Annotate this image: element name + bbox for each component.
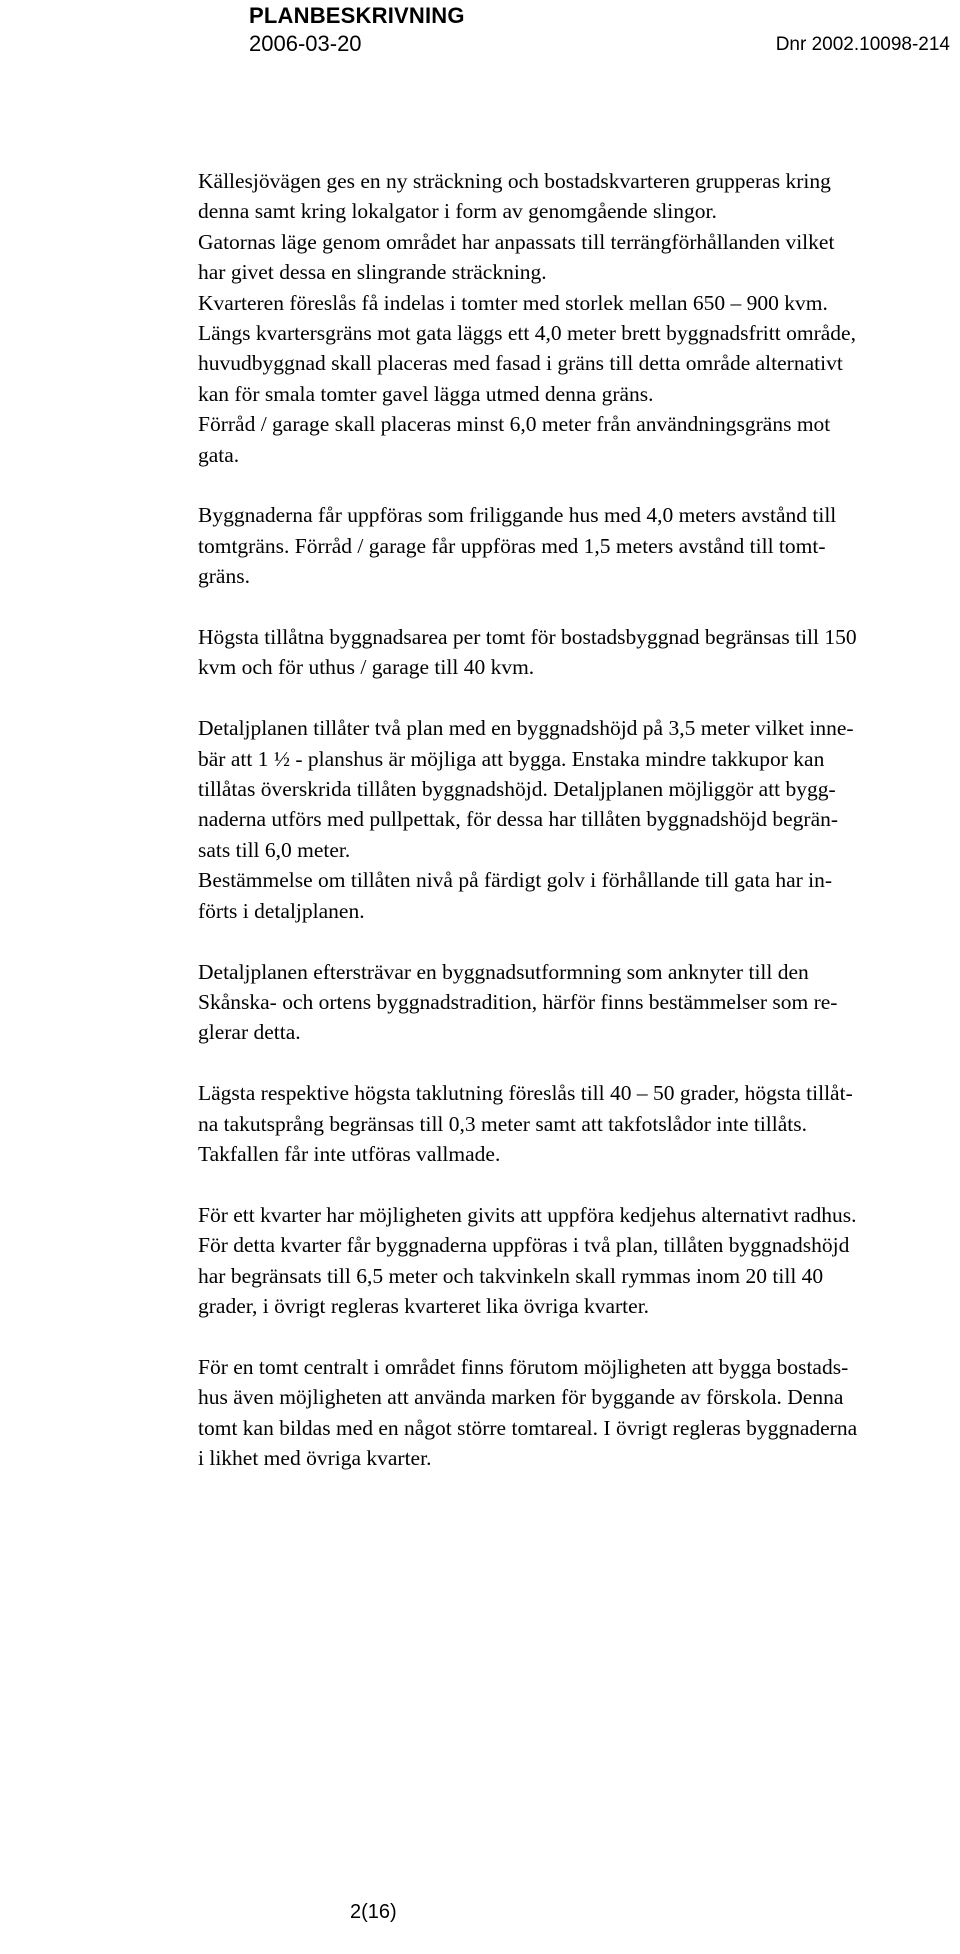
document-title: PLANBESKRIVNING [249, 3, 465, 28]
text-line: För detta kvarter får byggnaderna uppföras i två plan, tillåten byggnadshöjd [198, 1233, 850, 1258]
text-line: kan för smala tomter gavel lägga utmed denna gräns. [198, 381, 654, 406]
text-line: tillåtas överskrida tillåten byggnadshöjd. Detaljplanen möjliggör att bygg- [198, 777, 836, 802]
text-line: Källesjövägen ges en ny sträckning och bostadskvarteren grupperas kring [198, 169, 831, 193]
document-reference-number: Dnr 2002.10098-214 [775, 34, 950, 55]
paragraph-detached-houses [198, 500, 837, 591]
text-line: tomtgräns. Förråd / garage får uppföras med 1,5 meters avstånd till tomt- [198, 533, 826, 558]
text-line: grader, i övrigt regleras kvarteret lika övriga kvarter. [198, 1293, 650, 1318]
text-line: tomt kan bildas med en något större tomtareal. I övrigt regleras byggnaderna [198, 1415, 858, 1440]
paragraph-preschool-plot [198, 1352, 858, 1474]
text-line: Skånska- och ortens byggnadstradition, härför finns bestämmelser som re- [198, 989, 838, 1014]
paragraph-building-area [198, 622, 857, 683]
paragraph-roof-pitch [198, 1078, 853, 1169]
text-line: huvudbyggnad skall placeras med fasad i gräns till detta område alternativt [198, 351, 843, 376]
text-line: Längs kvartersgräns mot gata läggs ett 4,0 meter brett byggnadsfritt område, [198, 321, 856, 346]
text-line: bär att 1 ½ - planshus är möjliga att bygga. Enstaka mindre takkupor kan [198, 746, 825, 771]
document-body [198, 166, 858, 1473]
text-line: förts i detaljplanen. [198, 898, 365, 923]
text-line: Takfallen får inte utföras vallmade. [198, 1141, 501, 1166]
text-line: Detaljplanen tillåter två plan med en byggnadshöjd på 3,5 meter vilket inne- [198, 716, 854, 741]
paragraph-terraced-houses [198, 1200, 857, 1322]
text-line: hus även möjligheten att använda marken för byggande av förskola. Denna [198, 1385, 844, 1410]
text-line: har givet dessa en slingrande sträckning. [198, 260, 547, 285]
text-line: Lägsta respektive högsta taklutning föreslås till 40 – 50 grader, högsta tillåt- [198, 1081, 853, 1106]
paragraph-building-tradition [198, 957, 838, 1048]
text-line: denna samt kring lokalgator i form av genomgående slingor. [198, 199, 717, 224]
text-line: Byggnaderna får uppföras som friliggande hus med 4,0 meters avstånd till [198, 503, 837, 528]
text-line: glerar detta. [198, 1020, 301, 1045]
paragraph-streets-and-plots [198, 166, 856, 470]
text-line: gräns. [198, 564, 250, 589]
text-line: i likhet med övriga kvarter. [198, 1445, 432, 1470]
text-line: naderna utförs med pullpettak, för dessa har tillåten byggnadshöjd begrän- [198, 807, 839, 832]
text-line: Detaljplanen eftersträvar en byggnadsutformning som anknyter till den [198, 959, 809, 984]
text-line: har begränsats till 6,5 meter och takvinkeln skall rymmas inom 20 till 40 [198, 1263, 824, 1288]
page-number: 2(16) [350, 1901, 397, 1923]
text-line: Bestämmelse om tillåten nivå på färdigt golv i förhållande till gata har in- [198, 868, 833, 893]
text-line: kvm och för uthus / garage till 40 kvm. [198, 655, 535, 680]
document-date: 2006-03-20 [249, 31, 362, 56]
text-line: sats till 6,0 meter. [198, 837, 351, 862]
text-line: Kvarteren föreslås få indelas i tomter med storlek mellan 650 – 900 kvm. [198, 290, 828, 315]
text-line: Gatornas läge genom området har anpassats till terrängförhållanden vilket [198, 229, 835, 254]
text-line: Högsta tillåtna byggnadsarea per tomt för bostadsbyggnad begränsas till 150 [198, 625, 857, 650]
paragraph-building-height [198, 713, 854, 926]
text-line: Förråd / garage skall placeras minst 6,0 meter från användningsgräns mot [198, 412, 831, 437]
text-line: För ett kvarter har möjligheten givits att uppföra kedjehus alternativt radhus. [198, 1202, 857, 1227]
text-line: na takutsprång begränsas till 0,3 meter samt att takfotslådor inte tillåts. [198, 1111, 808, 1136]
text-line: gata. [198, 442, 240, 467]
page-header [0, 0, 960, 70]
text-line: För en tomt centralt i området finns förutom möjligheten att bygga bostads- [198, 1354, 849, 1379]
